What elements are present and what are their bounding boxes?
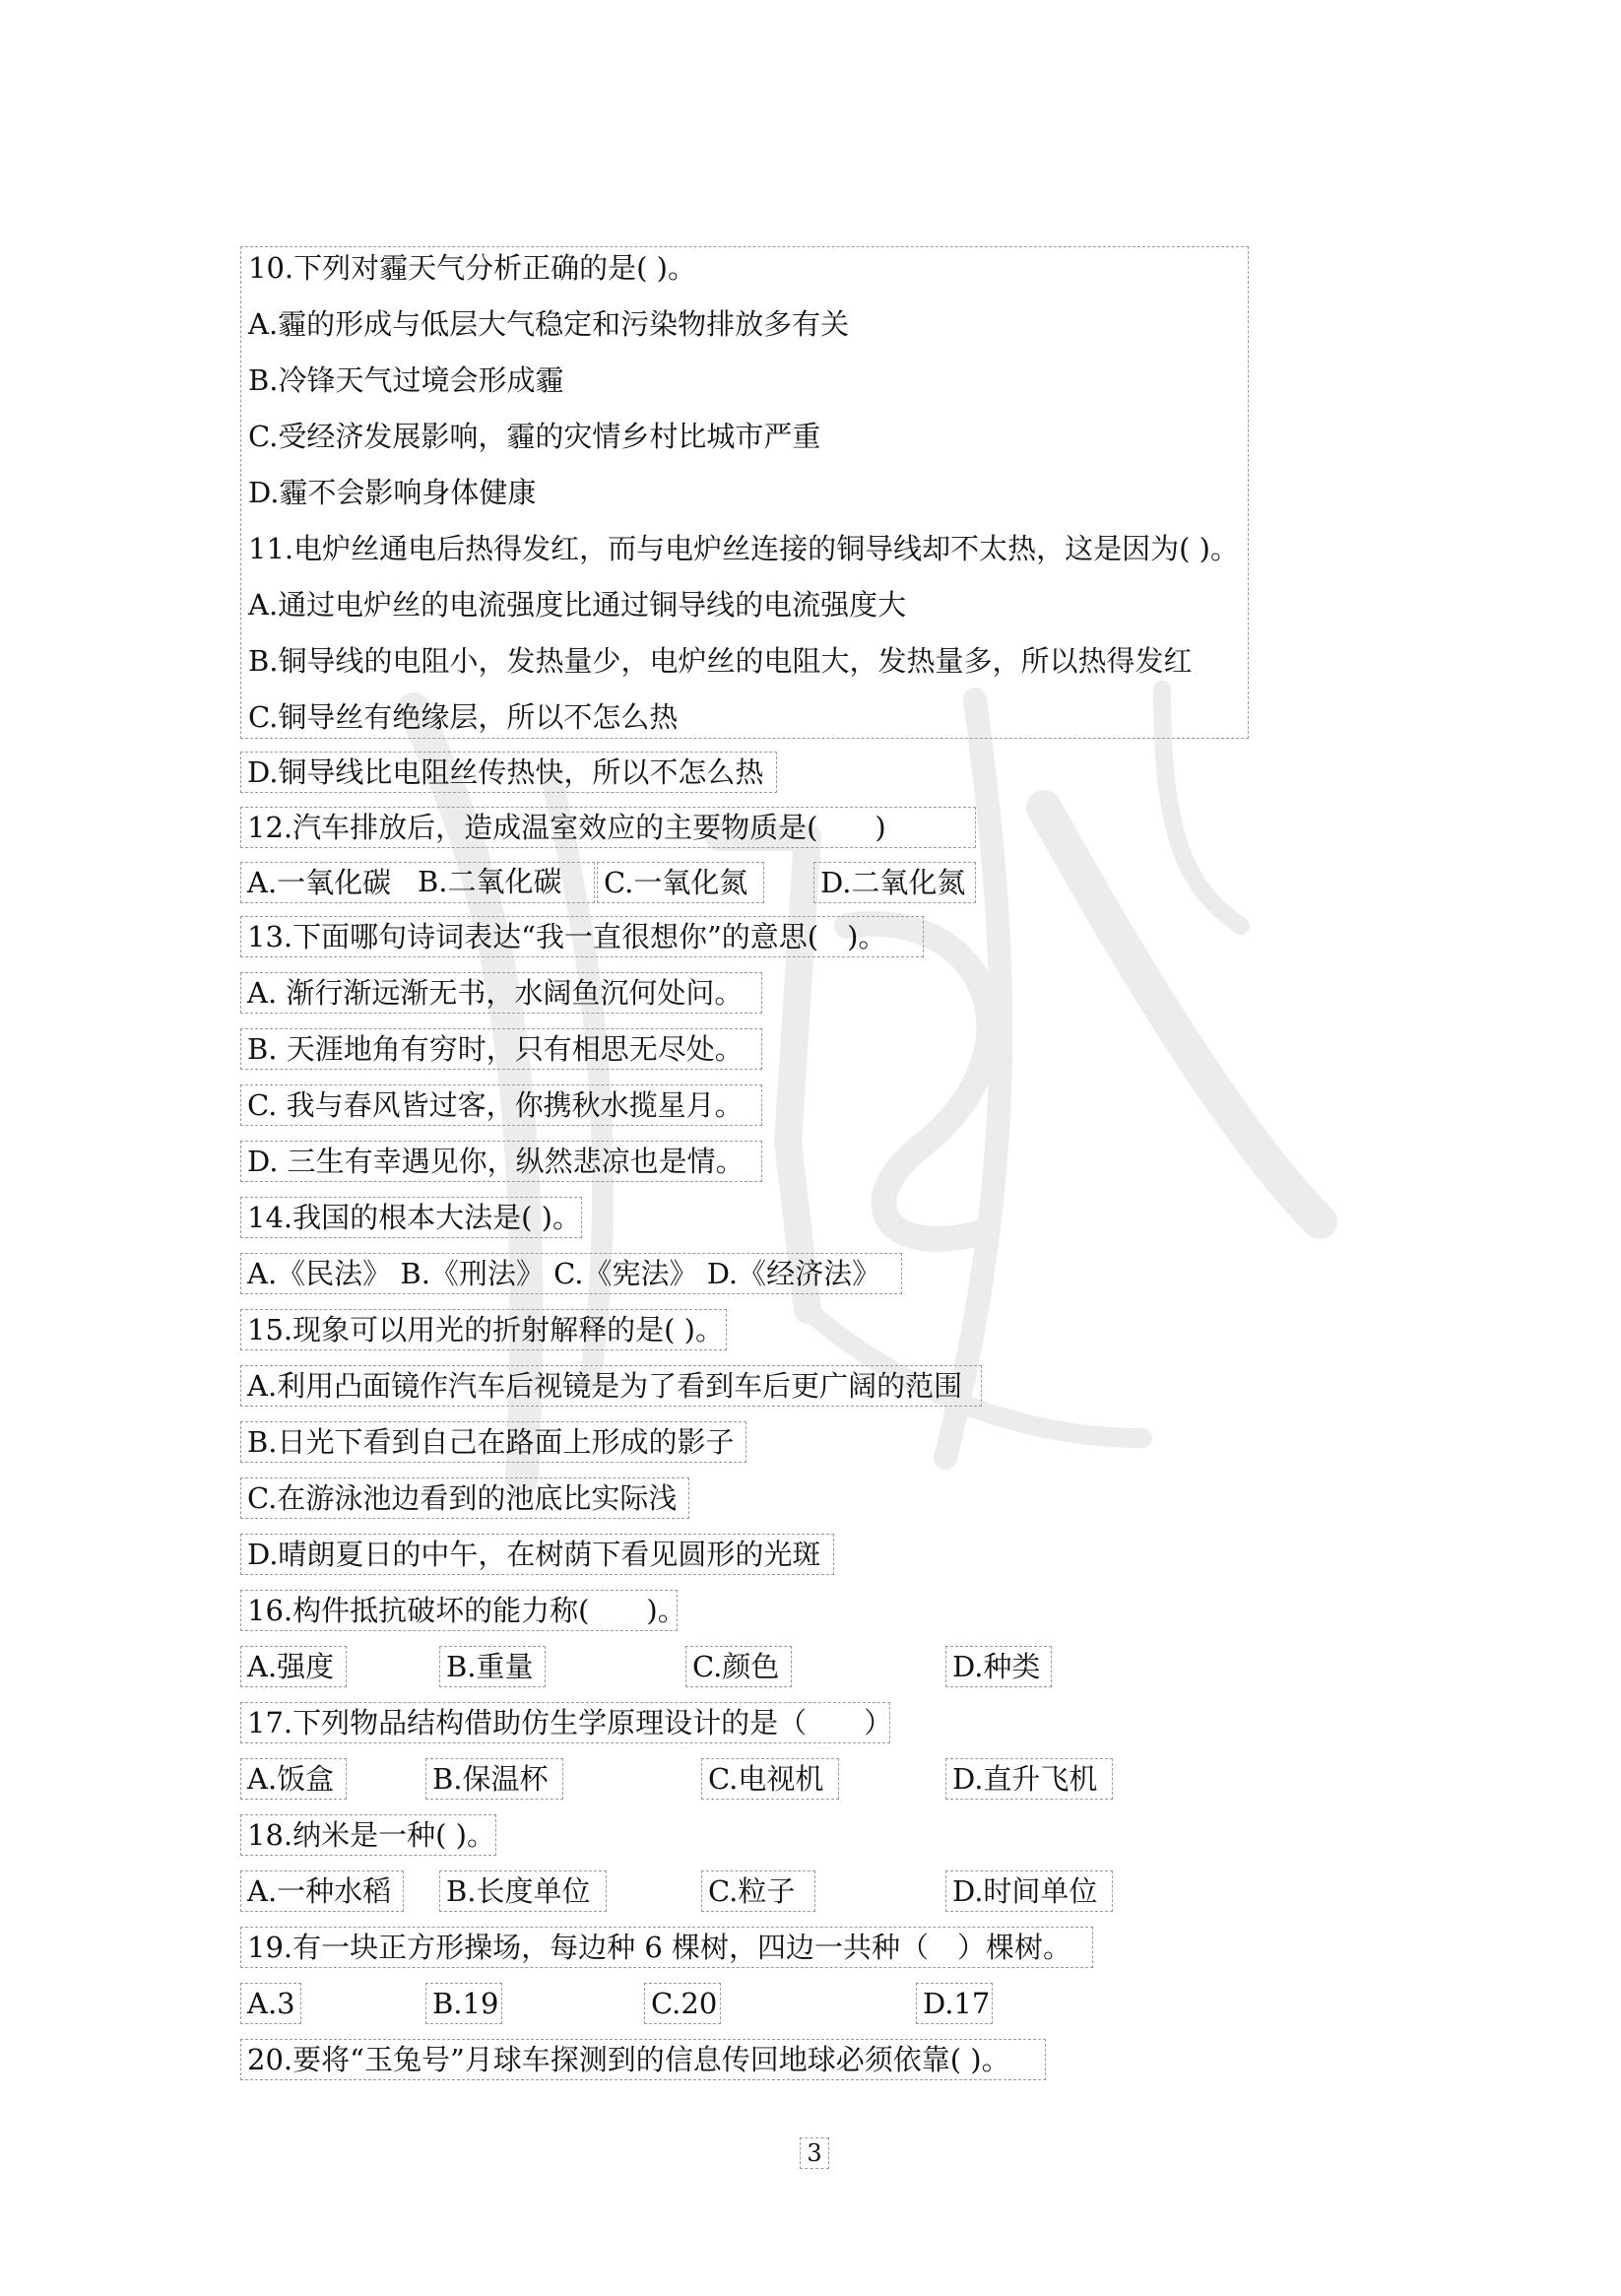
question-13-option-b: B. 天涯地角有穷时，只有相思无尽处。 [240, 1028, 762, 1070]
question-18-stem: 18.纳米是一种( )。 [240, 1814, 496, 1856]
question-13-option-c: C. 我与春风皆过客，你携秋水揽星月。 [240, 1084, 762, 1126]
question-10-stem: 10.下列对霾天气分析正确的是( )。 [248, 251, 696, 285]
question-18-option-c: C.粒子 [701, 1870, 815, 1912]
question-11-option-c: C.铜导丝有绝缘层，所以不怎么热 [248, 700, 679, 734]
question-17-option-b: B.保温杯 [425, 1758, 563, 1800]
question-19-option-d: D.17 [916, 1983, 993, 2024]
question-15-stem: 15.现象可以用光的折射解释的是( )。 [240, 1309, 727, 1350]
question-14-options: A.《民法》 B.《刑法》 C.《宪法》 D.《经济法》 [240, 1253, 902, 1294]
question-10-option-c: C.受经济发展影响，霾的灾情乡村比城市严重 [248, 420, 821, 453]
question-17-stem: 17.下列物品结构借助仿生学原理设计的是（ ） [240, 1702, 890, 1743]
question-18-option-d: D.时间单位 [945, 1870, 1113, 1912]
question-19-option-c: C.20 [644, 1983, 721, 2024]
question-12-option-b: B.二氧化碳 [418, 865, 562, 898]
question-10-option-b: B.冷锋天气过境会形成霾 [248, 363, 564, 397]
page-number: 3 [800, 2137, 829, 2169]
question-12-option-c: C.一氧化氮 [597, 862, 764, 903]
question-11-option-d: D.铜导线比电阻丝传热快，所以不怎么热 [240, 752, 777, 793]
question-13-option-d: D. 三生有幸遇见你，纵然悲凉也是情。 [240, 1141, 762, 1182]
question-19-option-a: A.3 [240, 1983, 301, 2024]
question-13-stem: 13.下面哪句诗词表达“我一直很想你”的意思( )。 [240, 916, 924, 957]
question-19-option-b: B.19 [425, 1983, 502, 2024]
question-10-option-d: D.霾不会影响身体健康 [248, 476, 537, 509]
question-19-stem: 19.有一块正方形操场，每边种 6 棵树，四边一共种（ ）棵树。 [240, 1927, 1093, 1968]
question-14-stem: 14.我国的根本大法是( )。 [240, 1197, 582, 1238]
question-12-stem: 12.汽车排放后，造成温室效应的主要物质是( ) [240, 807, 976, 848]
question-17-option-c: C.电视机 [701, 1758, 839, 1800]
question-15-option-a: A.利用凸面镜作汽车后视镜是为了看到车后更广阔的范围 [240, 1365, 982, 1407]
question-15-option-b: B.日光下看到自己在路面上形成的影子 [240, 1421, 746, 1463]
question-15-option-d: D.晴朗夏日的中午，在树荫下看见圆形的光斑 [240, 1534, 834, 1575]
question-12-option-d: D.二氧化氮 [813, 862, 976, 903]
question-15-option-c: C.在游泳池边看到的池底比实际浅 [240, 1477, 689, 1519]
question-17-option-d: D.直升飞机 [945, 1758, 1113, 1800]
question-16-option-c: C.颜色 [685, 1646, 792, 1687]
question-20-stem: 20.要将“玉兔号”月球车探测到的信息传回地球必须依靠( )。 [240, 2039, 1046, 2080]
question-17-option-a: A.饭盒 [240, 1758, 347, 1800]
question-18-option-b: B.长度单位 [439, 1870, 607, 1912]
question-16-stem: 16.构件抵抗破坏的能力称( )。 [240, 1590, 678, 1631]
question-18-option-a: A.一种水稻 [240, 1870, 404, 1912]
question-11-option-b: B.铜导线的电阻小，发热量少，电炉丝的电阻大，发热量多，所以热得发红 [248, 644, 1193, 678]
question-16-option-a: A.强度 [240, 1646, 347, 1687]
question-11-option-a: A.通过电炉丝的电流强度比通过铜导线的电流强度大 [248, 588, 907, 622]
question-11-stem: 11.电炉丝通电后热得发红，而与电炉丝连接的铜导线却不太热，这是因为( )。 [248, 532, 1239, 565]
question-16-option-d: D.种类 [945, 1646, 1052, 1687]
question-16-option-b: B.重量 [439, 1646, 546, 1687]
question-13-option-a: A. 渐行渐远渐无书，水阔鱼沉何处问。 [240, 972, 762, 1014]
question-10-option-a: A.霾的形成与低层大气稳定和污染物排放多有关 [248, 307, 850, 341]
question-12-option-a: A.一氧化碳 [240, 862, 595, 903]
